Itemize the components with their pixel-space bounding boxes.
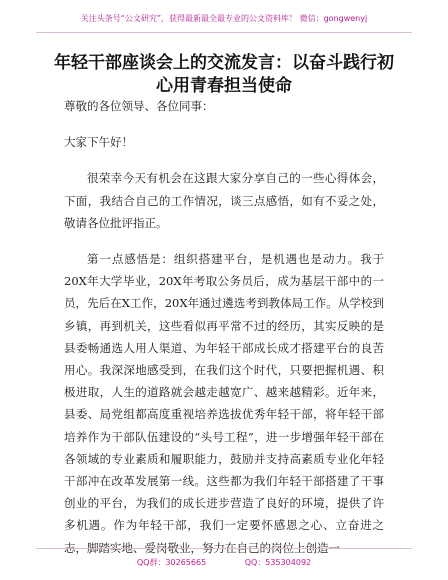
footer-qq: QQ：535304092 (244, 558, 312, 567)
header-banner (36, 10, 412, 33)
footer-qq-group: QQ群：30265665 (136, 558, 207, 567)
intro-text: 很荣幸今天有机会在这跟大家分享自己的一些心得体会，下面，我结合自己的工作情况，谈三点感悟，如有不妥之处，敬请各位批评指正。 (64, 171, 384, 230)
greeting: 大家下午好！ (64, 135, 133, 150)
point-1-heading: 第一点感悟是：组织搭建平台，是机遇也是动力。 (87, 252, 361, 267)
footer (36, 548, 412, 568)
intro-paragraph (64, 167, 384, 234)
point-1-text: 我于20X年大学毕业，20X年考取公务员后，成为基层干部中的一员，先后在X工作，20X年通过遴选考到教体局工作。从学校到乡镇，再到机关，这些看似再平常不过的经历，其实反映的是县委畅通选人用人渠道、为年轻干部成长成才搭建平台的良苦用心。我深深地感受到，在我们这个时代，只要把握机遇、积极进取，人生的道路就会越走越宽广、越来越精彩。近年来，县委、局党组都高度重视培养选拔优秀年轻干部，将年轻干部培养作为干部队伍建设的“头号工程”，进一步增强年轻干部在各领域的专业素质和履职能力，鼓励并支持高素质专业化年轻干部冲在改革发展第一线。这些都为我们年轻干部搭建了干事创业的平台，为我们的成长进步营造了良好的环境，提供了许多机遇。作为年轻干部，我们一定要怀感恩之心、立奋进之志，脚踏实地、爱岗敬业，努力在自己的岗位上创造一 (64, 252, 385, 555)
point-1-paragraph (64, 248, 384, 559)
document-title (34, 52, 414, 98)
title-line-2: 心用青春担当使命 (156, 76, 292, 96)
document-body (64, 95, 384, 559)
salutation: 尊敬的各位领导、各位同事： (64, 99, 214, 113)
title-line-1: 年轻干部座谈会上的交流发言：以奋斗践行初 (54, 53, 394, 73)
banner-text: 关注头条号“公文研究”，获得最新最全最专业的公文资料库！ 微信：gongwenyj (80, 14, 368, 23)
